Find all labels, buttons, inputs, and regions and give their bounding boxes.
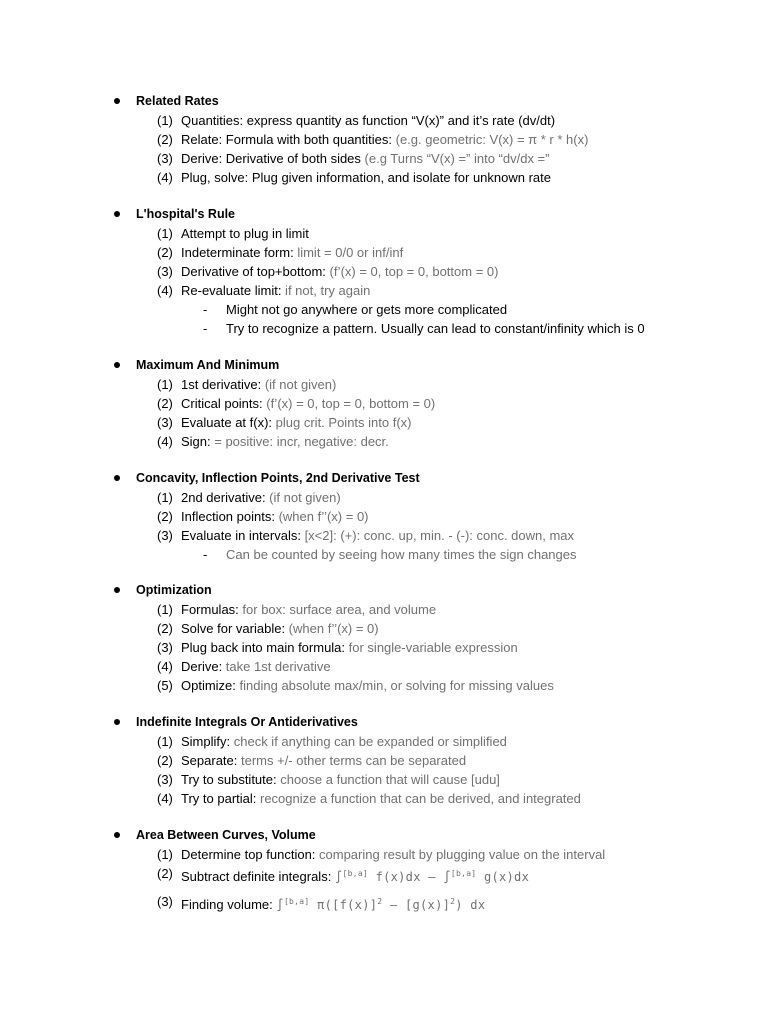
list-item bbox=[0, 657, 768, 676]
item-number: (4) bbox=[157, 283, 173, 298]
integrand: – [g(x)] bbox=[382, 898, 451, 912]
sub-list-item bbox=[0, 300, 768, 319]
integral-formula bbox=[335, 870, 529, 884]
item-label: Derivative of top+bottom: bbox=[181, 264, 326, 279]
item-text bbox=[181, 168, 551, 187]
item-note: limit = 0/0 or inf/inf bbox=[293, 245, 404, 260]
item-note: check if anything can be expanded or simplified bbox=[230, 734, 507, 749]
dash-marker: - bbox=[203, 321, 208, 336]
list-item bbox=[0, 168, 768, 187]
item-label: Try to substitute: bbox=[181, 772, 277, 787]
item-label: Finding volume: bbox=[181, 897, 273, 912]
item-label: 2nd derivative: bbox=[181, 490, 266, 505]
item-label: Critical points: bbox=[181, 396, 263, 411]
item-number: (5) bbox=[157, 678, 173, 693]
item-label: Re-evaluate limit: bbox=[181, 283, 282, 298]
integral-bounds: [b,a] bbox=[283, 897, 310, 906]
section-heading bbox=[0, 826, 768, 845]
item-note: plug crit. Points into f(x) bbox=[272, 415, 412, 430]
item-text bbox=[181, 600, 436, 619]
integrand: f(x)dx – bbox=[368, 870, 444, 884]
list-item bbox=[0, 845, 768, 864]
item-text bbox=[181, 864, 529, 887]
section-title: Concavity, Inflection Points, 2nd Derivative Test bbox=[136, 471, 420, 485]
list-item bbox=[0, 394, 768, 413]
section-heading bbox=[0, 92, 768, 111]
item-label: Plug, solve: Plug given information, and isolate for unknown rate bbox=[181, 170, 551, 185]
item-note: (when f’’(x) = 0) bbox=[274, 509, 369, 524]
item-text bbox=[181, 676, 554, 695]
item-label: Evaluate at f(x): bbox=[181, 415, 273, 430]
section-title: Optimization bbox=[136, 583, 212, 597]
item-number: (3) bbox=[157, 528, 173, 543]
item-note: terms +/- other terms can be separated bbox=[237, 753, 467, 768]
list-item bbox=[0, 619, 768, 638]
item-number: (1) bbox=[157, 490, 173, 505]
item-text bbox=[181, 243, 403, 262]
list-item bbox=[0, 130, 768, 149]
item-note: (f’(x) = 0, top = 0, bottom = 0) bbox=[325, 264, 499, 279]
item-text bbox=[181, 732, 507, 751]
item-number: (4) bbox=[157, 659, 173, 674]
item-number: (1) bbox=[157, 847, 173, 862]
item-number: (3) bbox=[157, 640, 173, 655]
list-item bbox=[0, 375, 768, 394]
list-item bbox=[0, 224, 768, 243]
list-item bbox=[0, 770, 768, 789]
item-number: (2) bbox=[157, 132, 173, 147]
section-heading bbox=[0, 469, 768, 488]
item-note: comparing result by plugging value on the interval bbox=[315, 847, 606, 862]
sub-list-item bbox=[0, 319, 768, 338]
section-heading bbox=[0, 713, 768, 732]
bullet-icon bbox=[114, 98, 120, 104]
bullet-icon bbox=[114, 587, 120, 593]
item-number: (1) bbox=[157, 113, 173, 128]
item-number: (2) bbox=[157, 245, 173, 260]
item-label: Plug back into main formula: bbox=[181, 640, 346, 655]
item-number: (2) bbox=[157, 753, 173, 768]
section-heading bbox=[0, 205, 768, 224]
item-number: (2) bbox=[157, 866, 173, 881]
item-note: [x<2]: (+): conc. up, min. - (-): conc. down, max bbox=[300, 528, 575, 543]
item-note: if not, try again bbox=[281, 283, 371, 298]
item-number: (2) bbox=[157, 621, 173, 636]
item-note: (e.g. geometric: V(x) = π * r * h(x) bbox=[392, 132, 589, 147]
item-note: for box: surface area, and volume bbox=[238, 602, 437, 617]
bullet-icon bbox=[114, 832, 120, 838]
item-label: Solve for variable: bbox=[181, 621, 286, 636]
item-label: Sign: bbox=[181, 434, 211, 449]
item-text bbox=[181, 262, 498, 281]
list-item bbox=[0, 676, 768, 695]
bullet-icon bbox=[114, 211, 120, 217]
item-note: (if not given) bbox=[261, 377, 337, 392]
sub-item-text: Can be counted by seeing how many times the sign changes bbox=[226, 547, 577, 562]
list-item bbox=[0, 432, 768, 451]
integral-bounds: [b,a] bbox=[342, 869, 369, 878]
volume-formula bbox=[276, 898, 485, 912]
list-item-formula bbox=[0, 892, 768, 911]
list-item bbox=[0, 526, 768, 545]
item-label: Derive: bbox=[181, 659, 223, 674]
item-note: recognize a function that can be derived, and integrated bbox=[256, 791, 581, 806]
bullet-icon bbox=[114, 362, 120, 368]
item-number: (4) bbox=[157, 434, 173, 449]
section-title: L'hospital's Rule bbox=[136, 207, 236, 221]
list-item bbox=[0, 111, 768, 130]
item-label: Inflection points: bbox=[181, 509, 275, 524]
exponent: 2 bbox=[450, 897, 456, 906]
item-label: Optimize: bbox=[181, 678, 236, 693]
item-text bbox=[181, 638, 518, 657]
item-text bbox=[181, 751, 466, 770]
section-title: Related Rates bbox=[136, 94, 219, 108]
item-text bbox=[181, 507, 369, 526]
section-title: Area Between Curves, Volume bbox=[136, 828, 316, 842]
item-text bbox=[181, 657, 331, 676]
section-heading bbox=[0, 356, 768, 375]
bullet-icon bbox=[114, 475, 120, 481]
list-item bbox=[0, 789, 768, 808]
item-text bbox=[181, 149, 549, 168]
item-number: (3) bbox=[157, 264, 173, 279]
item-label: Separate: bbox=[181, 753, 238, 768]
item-label: Indeterminate form: bbox=[181, 245, 294, 260]
item-label: Evaluate in intervals: bbox=[181, 528, 301, 543]
item-text bbox=[181, 770, 500, 789]
sub-item-text: Try to recognize a pattern. Usually can lead to constant/infinity which is 0 bbox=[226, 321, 645, 336]
integrand: ) dx bbox=[455, 898, 486, 912]
item-note: (when f’’(x) = 0) bbox=[285, 621, 379, 636]
item-label: Try to partial: bbox=[181, 791, 257, 806]
item-note: take 1st derivative bbox=[222, 659, 331, 674]
item-label: Relate: Formula with both quantities: bbox=[181, 132, 392, 147]
item-number: (1) bbox=[157, 377, 173, 392]
item-number: (3) bbox=[157, 415, 173, 430]
item-text bbox=[181, 432, 389, 451]
section-heading bbox=[0, 581, 768, 600]
integral-sign: ∫ bbox=[334, 870, 343, 884]
dash-marker: - bbox=[203, 547, 208, 562]
list-item bbox=[0, 600, 768, 619]
list-item bbox=[0, 262, 768, 281]
item-text bbox=[181, 488, 341, 507]
list-item bbox=[0, 732, 768, 751]
integrand: g(x)dx bbox=[476, 870, 530, 884]
item-note: finding absolute max/min, or solving for missing values bbox=[235, 678, 554, 693]
item-number: (4) bbox=[157, 791, 173, 806]
section-title: Indefinite Integrals Or Antiderivatives bbox=[136, 715, 358, 729]
item-label: Derive: Derivative of both sides bbox=[181, 151, 361, 166]
item-text bbox=[181, 619, 379, 638]
item-number: (3) bbox=[157, 772, 173, 787]
item-text bbox=[181, 413, 412, 432]
item-note: (if not given) bbox=[265, 490, 341, 505]
item-label: Quantities: express quantity as function “V(x)” and it’s rate (dv/dt) bbox=[181, 113, 556, 128]
bullet-icon bbox=[114, 719, 120, 725]
integral-bounds: [b,a] bbox=[450, 869, 477, 878]
section-title: Maximum And Minimum bbox=[136, 358, 280, 372]
item-number: (3) bbox=[157, 151, 173, 166]
list-item bbox=[0, 413, 768, 432]
item-number: (2) bbox=[157, 396, 173, 411]
list-item bbox=[0, 507, 768, 526]
dash-marker: - bbox=[203, 302, 208, 317]
item-text bbox=[181, 789, 581, 808]
list-item bbox=[0, 149, 768, 168]
list-item bbox=[0, 243, 768, 262]
item-note: (f’(x) = 0, top = 0, bottom = 0) bbox=[262, 396, 436, 411]
item-note: (e.g Turns “V(x) =” into “dv/dx =” bbox=[360, 151, 550, 166]
item-text bbox=[181, 394, 435, 413]
item-number: (2) bbox=[157, 509, 173, 524]
item-label: 1st derivative: bbox=[181, 377, 262, 392]
list-item bbox=[0, 281, 768, 300]
list-item bbox=[0, 751, 768, 770]
item-label: Subtract definite integrals: bbox=[181, 869, 332, 884]
item-label: Determine top function: bbox=[181, 847, 316, 862]
item-text bbox=[181, 375, 336, 394]
list-item bbox=[0, 638, 768, 657]
item-note: = positive: incr, negative: decr. bbox=[210, 434, 389, 449]
item-number: (4) bbox=[157, 170, 173, 185]
item-text bbox=[181, 224, 309, 243]
item-text bbox=[181, 130, 588, 149]
item-note: choose a function that will cause [udu] bbox=[276, 772, 500, 787]
item-number: (1) bbox=[157, 226, 173, 241]
exponent: 2 bbox=[377, 897, 383, 906]
item-number: (1) bbox=[157, 734, 173, 749]
item-number: (1) bbox=[157, 602, 173, 617]
sub-item-text: Might not go anywhere or gets more complicated bbox=[226, 302, 508, 317]
sub-list-item bbox=[0, 545, 768, 564]
item-text bbox=[181, 892, 485, 915]
item-text bbox=[181, 845, 605, 864]
item-label: Simplify: bbox=[181, 734, 231, 749]
item-number: (3) bbox=[157, 894, 173, 909]
item-text bbox=[181, 111, 555, 130]
integrand: π([f(x)] bbox=[309, 898, 378, 912]
integral-sign: ∫ bbox=[276, 898, 284, 912]
item-label: Formulas: bbox=[181, 602, 239, 617]
list-item-formula bbox=[0, 864, 768, 883]
item-text bbox=[181, 281, 370, 300]
integral-sign: ∫ bbox=[443, 870, 451, 884]
item-note: for single-variable expression bbox=[345, 640, 518, 655]
item-text bbox=[181, 526, 574, 545]
list-item bbox=[0, 488, 768, 507]
item-label: Attempt to plug in limit bbox=[181, 226, 309, 241]
